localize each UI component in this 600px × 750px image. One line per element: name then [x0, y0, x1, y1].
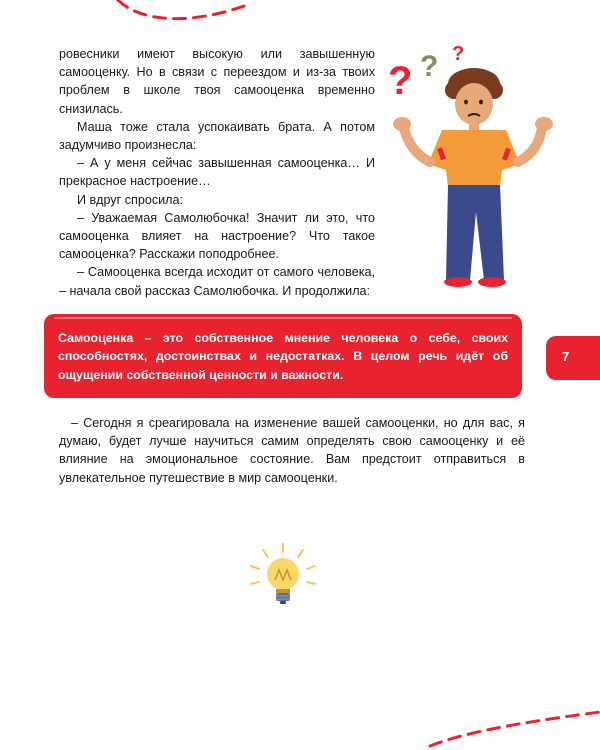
lightbulb-icon: [243, 540, 323, 620]
question-mark-icon: ?: [388, 59, 413, 103]
story-text: [59, 45, 375, 300]
definition-box: [44, 314, 522, 398]
definition-box-highlight: [54, 317, 512, 319]
boy-illustration: [380, 32, 560, 292]
story-paragraph: – Уважаемая Самолюбочка! Значит ли это, что самооценка влияет на настроение? Что такое самооценка? Расскажи поподробнее.: [59, 210, 375, 262]
story-paragraph: ровесники имеют высокую или завышенную самооценку. Но в связи с переездом и из-за твоих проблем в школе твоя самооценка временно снизилась.: [59, 47, 375, 116]
story-paragraph: – А у меня сейчас завышенная самооценка… И прекрасное настроение…: [59, 156, 375, 189]
story-paragraph: Маша тоже стала успокаивать брата. А потом задумчиво произнесла:: [59, 119, 375, 153]
question-mark-icon: ?: [452, 43, 465, 65]
story-paragraph: И вдруг спросила:: [77, 192, 184, 207]
question-mark-icon: ?: [420, 50, 439, 83]
page-number-tab: [546, 336, 600, 380]
story-paragraph: – Самооценка всегда исходит от самого человека, – начала свой рассказ Самолюбочка. И продолжила:: [59, 265, 375, 298]
dashed-path-decoration-bottom: [0, 690, 600, 750]
definition-text: Самооценка – это собственное мнение человека о себе, своих способностях, достоинствах и недостатках. В целом речь идёт об ощущении собственной ценности и важности.: [58, 331, 508, 382]
page-number: 7: [562, 349, 570, 364]
closing-paragraph: – Сегодня я среагировала на изменение вашей самооценки, но для вас, я думаю, будет лучше научиться самим определять свою самооценку и её влияние на эмоциональное состояние. Вам предстоит отправиться в увлекательное путешествие в мир самооценки.: [59, 416, 525, 485]
closing-text: [59, 414, 525, 487]
